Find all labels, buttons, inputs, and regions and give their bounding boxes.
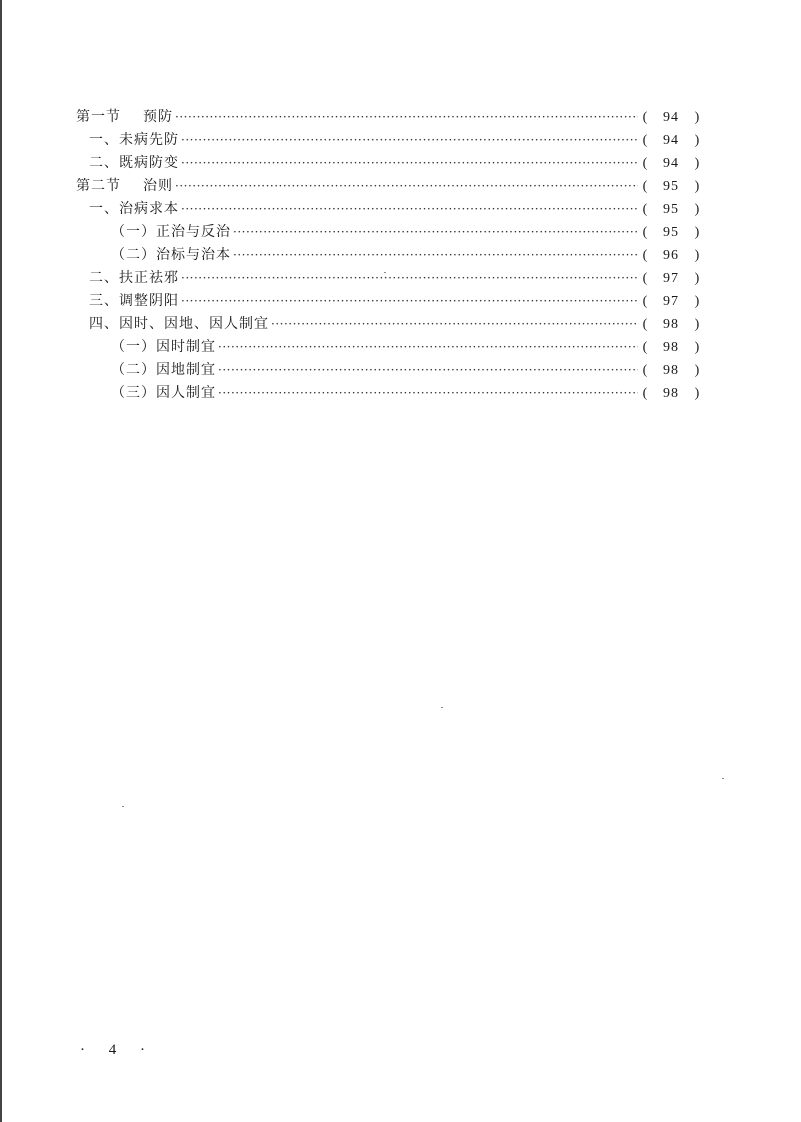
dot-leader — [181, 152, 638, 175]
toc-page-ref — [640, 244, 702, 267]
toc-entry — [76, 152, 702, 175]
toc-page-ref — [640, 198, 702, 221]
page-number: · 4 · — [80, 1042, 155, 1058]
toc-entry — [76, 244, 702, 267]
open-paren: ( — [642, 363, 648, 378]
toc-page-number: 98 — [663, 363, 679, 378]
toc-entry-label — [89, 290, 179, 313]
toc-entry-label — [111, 336, 216, 359]
close-paren: ) — [694, 386, 700, 401]
toc-entry-title: 扶正祛邪 — [119, 270, 179, 286]
toc-entry-number: 二、 — [89, 155, 119, 171]
toc-entry-title: 正治与反治 — [156, 224, 231, 240]
dot-leader — [218, 359, 638, 382]
toc-entry-title: 因时、因地、因人制宜 — [119, 316, 269, 332]
toc-entry-title: 未病先防 — [119, 132, 179, 148]
toc-page-ref — [640, 129, 702, 152]
toc-page-number: 96 — [663, 248, 679, 263]
open-paren: ( — [642, 294, 648, 309]
close-paren: ) — [694, 110, 700, 125]
toc-entry-label — [89, 313, 269, 336]
toc-entry-label — [89, 267, 179, 290]
close-paren: ) — [694, 202, 700, 217]
scan-speck — [722, 778, 724, 779]
toc-entry-label — [76, 175, 173, 198]
close-paren: ) — [694, 317, 700, 332]
toc-entry-number: （二） — [111, 362, 156, 378]
toc-entry-number: （二） — [111, 247, 156, 263]
toc-entry — [76, 129, 702, 152]
toc-entry-number: （三） — [111, 385, 156, 401]
dot-leader — [181, 290, 638, 313]
toc-page-ref — [640, 175, 702, 198]
table-of-contents — [76, 106, 702, 405]
toc-page-number: 94 — [663, 156, 679, 171]
toc-entry — [76, 290, 702, 313]
close-paren: ) — [694, 133, 700, 148]
open-paren: ( — [642, 340, 648, 355]
toc-page-ref — [640, 359, 702, 382]
toc-page-number: 95 — [663, 225, 679, 240]
toc-entry-label — [89, 129, 179, 152]
toc-page-number: 95 — [663, 202, 679, 217]
dot-leader — [175, 175, 638, 198]
close-paren: ) — [694, 294, 700, 309]
scan-speck — [441, 707, 443, 708]
toc-page-number: 94 — [663, 110, 679, 125]
toc-page-number: 98 — [663, 317, 679, 332]
toc-page-ref — [640, 336, 702, 359]
toc-entry — [76, 221, 702, 244]
toc-entry-title: 治病求本 — [119, 201, 179, 217]
toc-entry-number: （一） — [111, 339, 156, 355]
toc-entry-number: 三、 — [89, 293, 119, 309]
toc-entry-number: 第一节 — [76, 109, 121, 125]
close-paren: ) — [694, 248, 700, 263]
toc-entry-label — [111, 221, 231, 244]
dot-leader — [181, 198, 638, 221]
open-paren: ( — [642, 110, 648, 125]
toc-page-ref — [640, 382, 702, 405]
open-paren: ( — [642, 133, 648, 148]
toc-entry — [76, 106, 702, 129]
toc-entry-title: 既病防变 — [119, 155, 179, 171]
toc-entry-title: 调整阴阳 — [119, 293, 179, 309]
toc-entry-number: 一、 — [89, 201, 119, 217]
close-paren: ) — [694, 179, 700, 194]
close-paren: ) — [694, 225, 700, 240]
dot-leader — [233, 221, 638, 244]
toc-page-number: 94 — [663, 133, 679, 148]
open-paren: ( — [642, 386, 648, 401]
open-paren: ( — [642, 225, 648, 240]
page-edge — [0, 0, 2, 1122]
open-paren: ( — [642, 271, 648, 286]
close-paren: ) — [694, 363, 700, 378]
toc-entry-number: 一、 — [89, 132, 119, 148]
dot-leader — [271, 313, 638, 336]
toc-entry-title: 因地制宜 — [156, 362, 216, 378]
toc-page-ref — [640, 267, 702, 290]
dot-leader — [175, 106, 638, 129]
toc-entry — [76, 313, 702, 336]
dot-leader — [218, 336, 638, 359]
toc-page-number: 95 — [663, 179, 679, 194]
toc-entry-title: 治则 — [143, 178, 173, 194]
close-paren: ) — [694, 156, 700, 171]
open-paren: ( — [642, 156, 648, 171]
open-paren: ( — [642, 248, 648, 263]
dot-leader — [233, 244, 638, 267]
toc-entry-title: 治标与治本 — [156, 247, 231, 263]
toc-entry-number: 第二节 — [76, 178, 121, 194]
toc-entry-label — [111, 244, 231, 267]
toc-entry — [76, 198, 702, 221]
dot-leader — [181, 129, 638, 152]
toc-page-ref — [640, 152, 702, 175]
scan-speck — [122, 806, 124, 807]
toc-entry-number: （一） — [111, 224, 156, 240]
toc-entry — [76, 359, 702, 382]
toc-entry — [76, 267, 702, 290]
toc-entry-label — [111, 382, 216, 405]
close-paren: ) — [694, 271, 700, 286]
toc-entry — [76, 336, 702, 359]
toc-entry-label — [111, 359, 216, 382]
toc-entry-number: 二、 — [89, 270, 119, 286]
toc-entry — [76, 175, 702, 198]
toc-entry-label — [89, 198, 179, 221]
toc-entry — [76, 382, 702, 405]
dot-leader — [218, 382, 638, 405]
toc-page-number: 98 — [663, 340, 679, 355]
toc-page-ref — [640, 221, 702, 244]
toc-page-ref — [640, 106, 702, 129]
toc-entry-number: 四、 — [89, 316, 119, 332]
open-paren: ( — [642, 179, 648, 194]
toc-page-ref — [640, 290, 702, 313]
close-paren: ) — [694, 340, 700, 355]
toc-entry-title: 预防 — [143, 109, 173, 125]
toc-page-number: 97 — [663, 271, 679, 286]
toc-page-number: 98 — [663, 386, 679, 401]
scan-speck — [384, 272, 386, 273]
toc-page-ref — [640, 313, 702, 336]
toc-entry-title: 因时制宜 — [156, 339, 216, 355]
toc-entry-label — [89, 152, 179, 175]
toc-entry-title: 因人制宜 — [156, 385, 216, 401]
dot-leader — [181, 267, 638, 290]
toc-entry-label — [76, 106, 173, 129]
toc-page-number: 97 — [663, 294, 679, 309]
open-paren: ( — [642, 202, 648, 217]
open-paren: ( — [642, 317, 648, 332]
